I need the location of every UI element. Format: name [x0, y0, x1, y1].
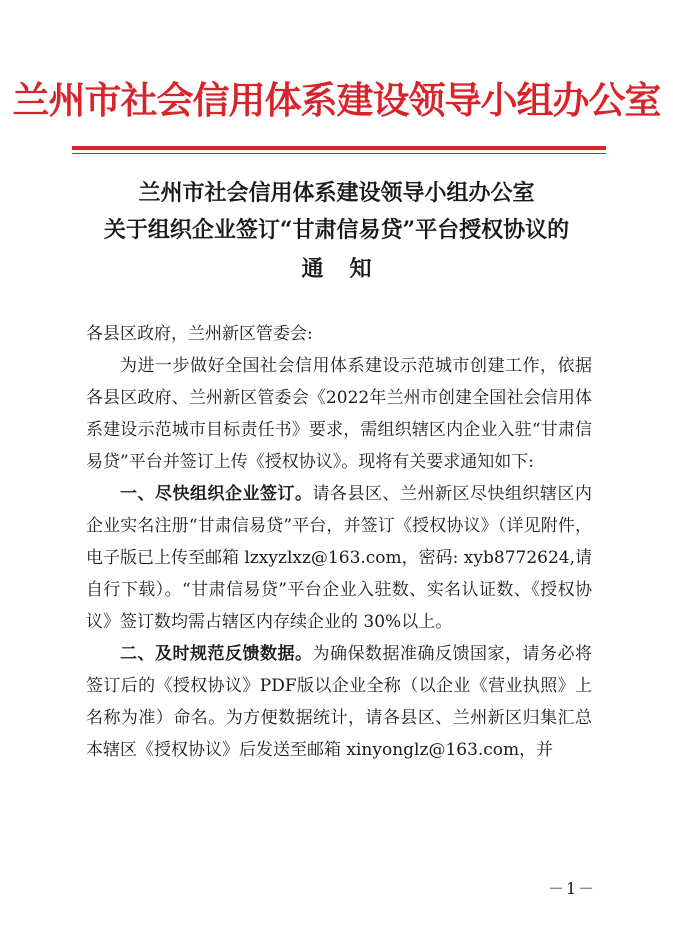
section-1-heading: 一、尽快组织企业签订。 [120, 484, 313, 504]
section-2-body: 为确保数据准确反馈国家，请务必将签订后的《授权协议》PDF版以企业全称（以企业《营业执照》上名称为准）命名。为方便数据统计，请各县区、兰州新区归集汇总本辖区《授权协议》后发送至邮箱 xinyonglz@163.com，并 [86, 644, 592, 760]
section-1-body: 请各县区、兰州新区尽快组织辖区内企业实名注册“甘肃信易贷”平台，并签订《授权协议》（详见附件，电子版已上传至邮箱 lzxyzlxz@163.com，密码: xyb8772624,请自行下载）。“甘肃信易贷”平台企业入驻数、实名认证数、《授权协议》签订数均需占辖区内存续企业的 30%以上。 [86, 484, 592, 632]
section-2-heading: 二、及时规范反馈数据。 [120, 644, 313, 664]
intro-paragraph: 为进一步做好全国社会信用体系建设示范城市创建工作，依据各县区政府、兰州新区管委会《2022年兰州市创建全国社会信用体系建设示范城市目标责任书》要求，需组织辖区内企业入驻“甘肃信易贷”平台并签订上传《授权协议》。现将有关要求通知如下: [86, 356, 592, 472]
issuing-office-header: 兰州市社会信用体系建设领导小组办公室 [12, 78, 661, 122]
addressee: 各县区政府，兰州新区管委会: [86, 324, 313, 344]
red-header-rule-thick [72, 146, 606, 150]
section-2-paragraph [86, 638, 592, 766]
document-body [86, 318, 592, 766]
red-header-rule-thin [72, 153, 606, 154]
page-number: －1－ [548, 879, 597, 898]
document-title-line-1: 兰州市社会信用体系建设领导小组办公室 [138, 180, 535, 206]
document-title-line-2: 关于组织企业签订“甘肃信易贷”平台授权协议的 [103, 217, 570, 243]
section-1-paragraph [86, 478, 592, 638]
document-title-line-3: 通知 [301, 256, 398, 282]
